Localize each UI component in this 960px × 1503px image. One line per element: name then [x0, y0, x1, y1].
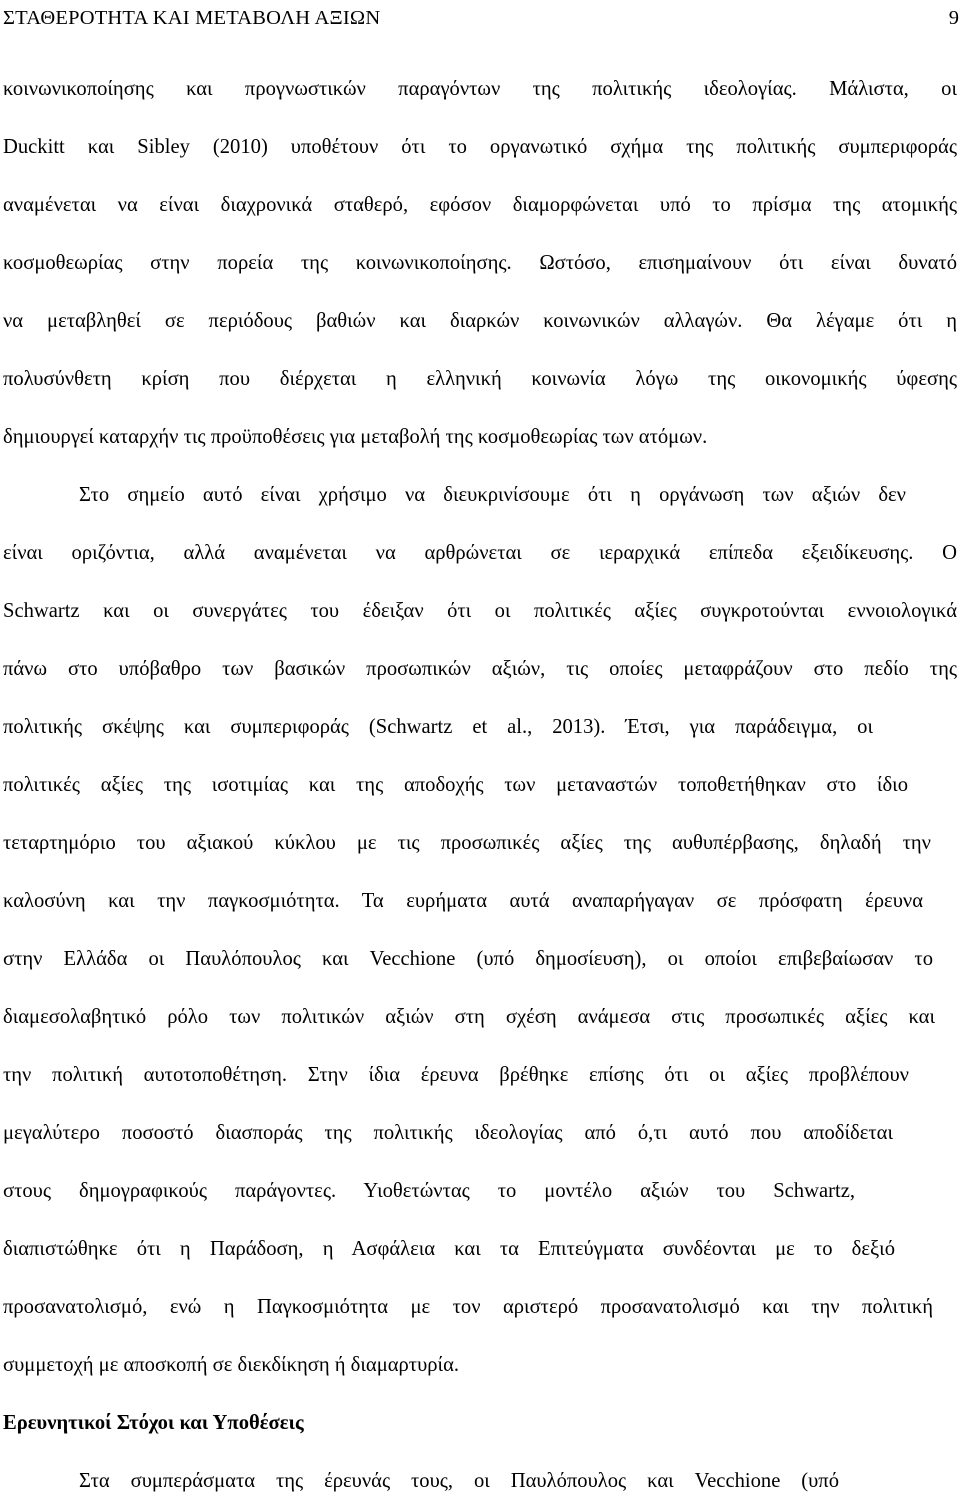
body-line: Schwartz και οι συνεργάτες του έδειξαν ότι οι πολιτικές αξίες συγκροτούνται εννοιολογικά: [3, 600, 957, 622]
body-line: διαπιστώθηκε ότι η Παράδοση, η Ασφάλεια και τα Επιτεύγματα συνδέονται με το δεξιό: [3, 1238, 895, 1260]
body-line: είναι οριζόντια, αλλά αναμένεται να αρθρώνεται σε ιεραρχικά επίπεδα εξειδίκευσης. Ο: [3, 542, 957, 564]
body-line: στην Ελλάδα οι Παυλόπουλος και Vecchione (υπό δημοσίευση), οι οποίοι επιβεβαίωσαν το: [3, 948, 933, 970]
body-line: τεταρτημόριο του αξιακού κύκλου με τις προσωπικές αξίες της αυθυπέρβασης, δηλαδή την: [3, 832, 931, 854]
body-line: στους δημογραφικούς παράγοντες. Υιοθετώντας το μοντέλο αξιών του Schwartz,: [3, 1180, 855, 1202]
body-line-indented: Στο σημείο αυτό είναι χρήσιμο να διευκρινίσουμε ότι η οργάνωση των αξιών δεν: [79, 484, 906, 506]
body-line: κοινωνικοποίησης και προγνωστικών παραγόντων της πολιτικής ιδεολογίας. Μάλιστα, οι: [3, 78, 957, 100]
body-line: πολιτικής σκέψης και συμπεριφοράς (Schwartz et al., 2013). Έτσι, για παράδειγμα, οι: [3, 716, 873, 738]
body-line: την πολιτική αυτοτοποθέτηση. Στην ίδια έρευνα βρέθηκε επίσης ότι οι αξίες προβλέπουν: [3, 1064, 909, 1086]
body-line: πολυσύνθετη κρίση που διέρχεται η ελληνική κοινωνία λόγω της οικονομικής ύφεσης: [3, 368, 957, 390]
body-line: μεγαλύτερο ποσοστό διασποράς της πολιτικής ιδεολογίας από ό,τι αυτό που αποδίδεται: [3, 1122, 893, 1144]
body-line: πολιτικές αξίες της ισοτιμίας και της αποδοχής των μεταναστών τοποθετήθηκαν στο ίδιο: [3, 774, 908, 796]
body-line: προσανατολισμό, ενώ η Παγκοσμιότητα με τον αριστερό προσανατολισμό και την πολιτική: [3, 1296, 933, 1318]
body-line-indented: Στα συμπεράσματα της έρευνάς τους, οι Παυλόπουλος και Vecchione (υπό: [79, 1470, 839, 1492]
body-line: να μεταβληθεί σε περιόδους βαθιών και διαρκών κοινωνικών αλλαγών. Θα λέγαμε ότι η: [3, 310, 957, 332]
section-heading: Ερευνητικοί Στόχοι και Υποθέσεις: [3, 1412, 304, 1434]
header-title: ΣΤΑΘΕΡΟΤΗΤΑ ΚΑΙ ΜΕΤΑΒΟΛΗ ΑΞΙΩΝ: [3, 7, 381, 29]
body-line: πάνω στο υπόβαθρο των βασικών προσωπικών αξιών, τις οποίες μεταφράζουν στο πεδίο της: [3, 658, 957, 680]
running-header: [3, 0, 959, 36]
body-line-last: συμμετοχή με αποσκοπή σε διεκδίκηση ή διαμαρτυρία.: [3, 1354, 460, 1376]
body-line: διαμεσολαβητικό ρόλο των πολιτικών αξιών στη σχέση ανάμεσα στις προσωπικές αξίες και: [3, 1006, 935, 1028]
body-line-last: δημιουργεί καταρχήν τις προϋποθέσεις για μεταβολή της κοσμοθεωρίας των ατόμων.: [3, 426, 708, 448]
body-line: Duckitt και Sibley (2010) υποθέτουν ότι το οργανωτικό σχήμα της πολιτικής συμπεριφοράς: [3, 136, 957, 158]
page-number: 9: [948, 7, 959, 29]
body-line: κοσμοθεωρίας στην πορεία της κοινωνικοποίησης. Ωστόσο, επισημαίνουν ότι είναι δυνατό: [3, 252, 957, 274]
body-line: καλοσύνη και την παγκοσμιότητα. Τα ευρήματα αυτά αναπαρήγαγαν σε πρόσφατη έρευνα: [3, 890, 923, 912]
body-line: αναμένεται να είναι διαχρονικά σταθερό, εφόσον διαμορφώνεται υπό το πρίσμα της ατομικής: [3, 194, 957, 216]
